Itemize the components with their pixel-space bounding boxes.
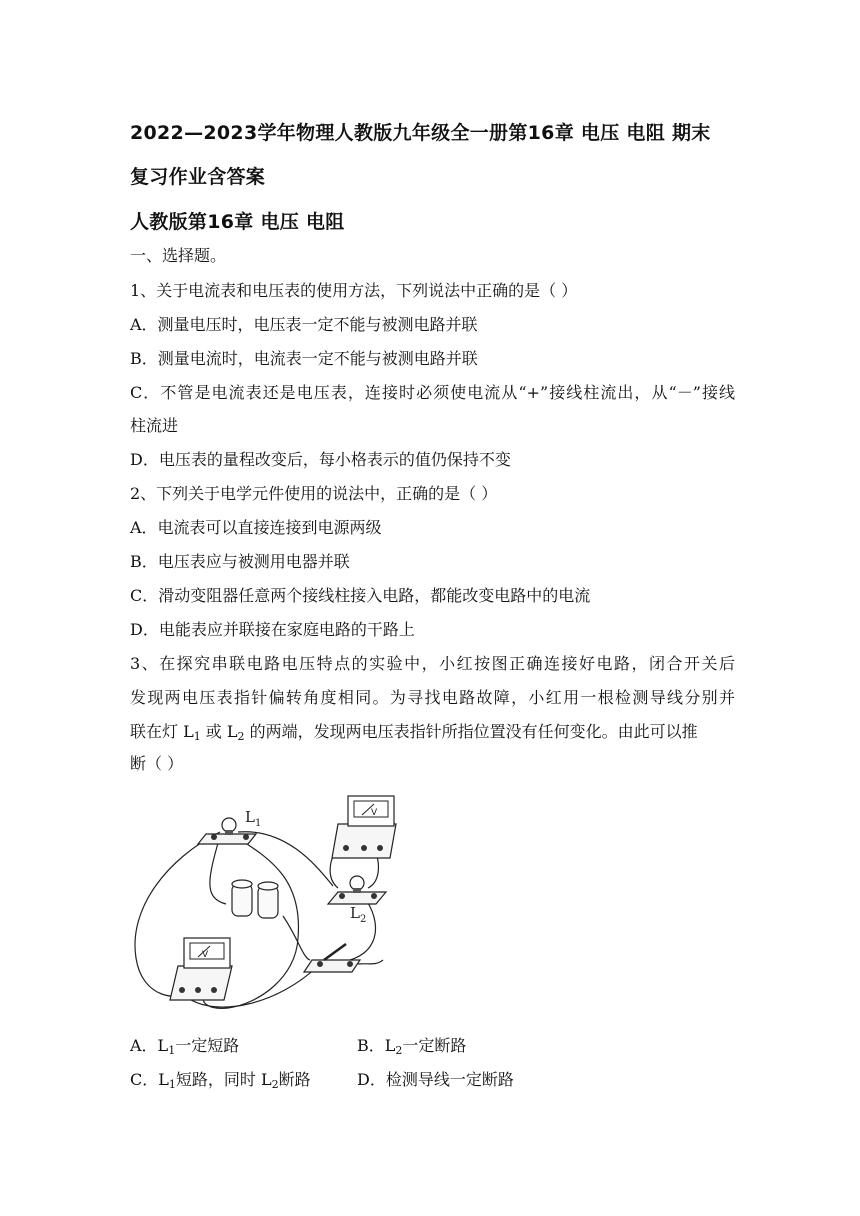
doc-title-line1: 2022—2023学年物理人教版九年级全一册第16章 电压 电阻 期末 xyxy=(130,122,711,144)
q3-stem3-text-c: 的两端，发现两电压表指针所指位置没有任何变化。由此可以推 xyxy=(244,722,698,741)
doc-title-line2: 复习作业含答案 xyxy=(130,166,266,188)
doc-subtitle: 人教版第16章 电压 电阻 xyxy=(130,211,345,233)
q1-option-c-line2: 柱流进 xyxy=(130,416,179,435)
voltmeter-bottom xyxy=(170,938,232,1000)
voltmeter-top-label: V xyxy=(371,808,378,818)
q3-option-a-sub: 1 xyxy=(168,1044,176,1057)
lamp-l2 xyxy=(328,876,386,904)
label-l2: $L_2$ xyxy=(350,904,367,925)
q3-stem-line3 xyxy=(130,722,735,742)
q3-option-c-sub2: 2 xyxy=(271,1078,279,1091)
q1-option-d: D．电压表的量程改变后，每小格表示的值仍保持不变 xyxy=(130,450,511,469)
q3-stem-line1: 3、在探究串联电路电压特点的实验中，小红按图正确连接好电路，闭合开关后 xyxy=(130,654,735,673)
q2-stem: 2、下列关于电学元件使用的说法中，正确的是（ ） xyxy=(130,484,498,503)
q3-option-c xyxy=(130,1070,350,1090)
q1-option-b: B．测量电流时，电流表一定不能与被测电路并联 xyxy=(130,349,478,368)
q1-stem: 1、关于电流表和电压表的使用方法，下列说法中正确的是（ ） xyxy=(130,281,578,300)
q2-option-b: B．电压表应与被测用电器并联 xyxy=(130,552,350,571)
q2-option-d: D．电能表应并联接在家庭电路的干路上 xyxy=(130,620,415,639)
q3-option-a xyxy=(130,1036,350,1056)
label-l1: $L_1$ xyxy=(245,808,262,829)
q3-option-a-post: 一定短路 xyxy=(175,1036,240,1055)
q3-stem3-sub2: 2 xyxy=(237,730,245,743)
q3-option-b-pre: B．L xyxy=(357,1036,396,1055)
q3-stem-line2: 发现两电压表指针偏转角度相同。为寻找电路故障，小红用一根检测导线分别并 xyxy=(130,688,735,707)
circuit-diagram xyxy=(128,788,408,1024)
q3-option-b-post: 一定断路 xyxy=(402,1036,467,1055)
battery-icon xyxy=(232,880,278,918)
q3-option-a-pre: A．L xyxy=(130,1036,169,1055)
q3-option-c-mid: 短路，同时 L xyxy=(175,1070,272,1089)
q1-option-a: A．测量电压时，电压表一定不能与被测电路并联 xyxy=(130,315,478,334)
q2-option-c: C．滑动变阻器任意两个接线柱接入电路，都能改变电路中的电流 xyxy=(130,586,591,605)
q3-option-c-sub: 1 xyxy=(168,1078,176,1091)
q3-stem3-text-b: 或 L xyxy=(200,722,238,741)
switch-icon xyxy=(304,944,360,972)
voltmeter-bottom-label: V xyxy=(202,950,209,960)
q3-option-b xyxy=(357,1036,657,1056)
q3-option-d: D．检测导线一定断路 xyxy=(357,1070,514,1089)
section-heading: 一、选择题。 xyxy=(130,246,227,265)
q3-stem3-text-a: 联在灯 L xyxy=(130,722,194,741)
q3-option-c-post: 断路 xyxy=(278,1070,311,1089)
q2-option-a: A．电流表可以直接连接到电源两级 xyxy=(130,518,382,537)
q3-stem-line4: 断（ ） xyxy=(130,754,184,773)
voltmeter-top xyxy=(332,796,396,858)
q3-stem3-sub1: 1 xyxy=(193,730,201,743)
q1-option-c-line1: C．不管是电流表还是电压表，连接时必须使电流从“+”接线柱流出，从“－”接线 xyxy=(130,383,735,402)
q3-option-c-pre: C．L xyxy=(130,1070,169,1089)
q3-option-b-sub: 2 xyxy=(395,1044,403,1057)
